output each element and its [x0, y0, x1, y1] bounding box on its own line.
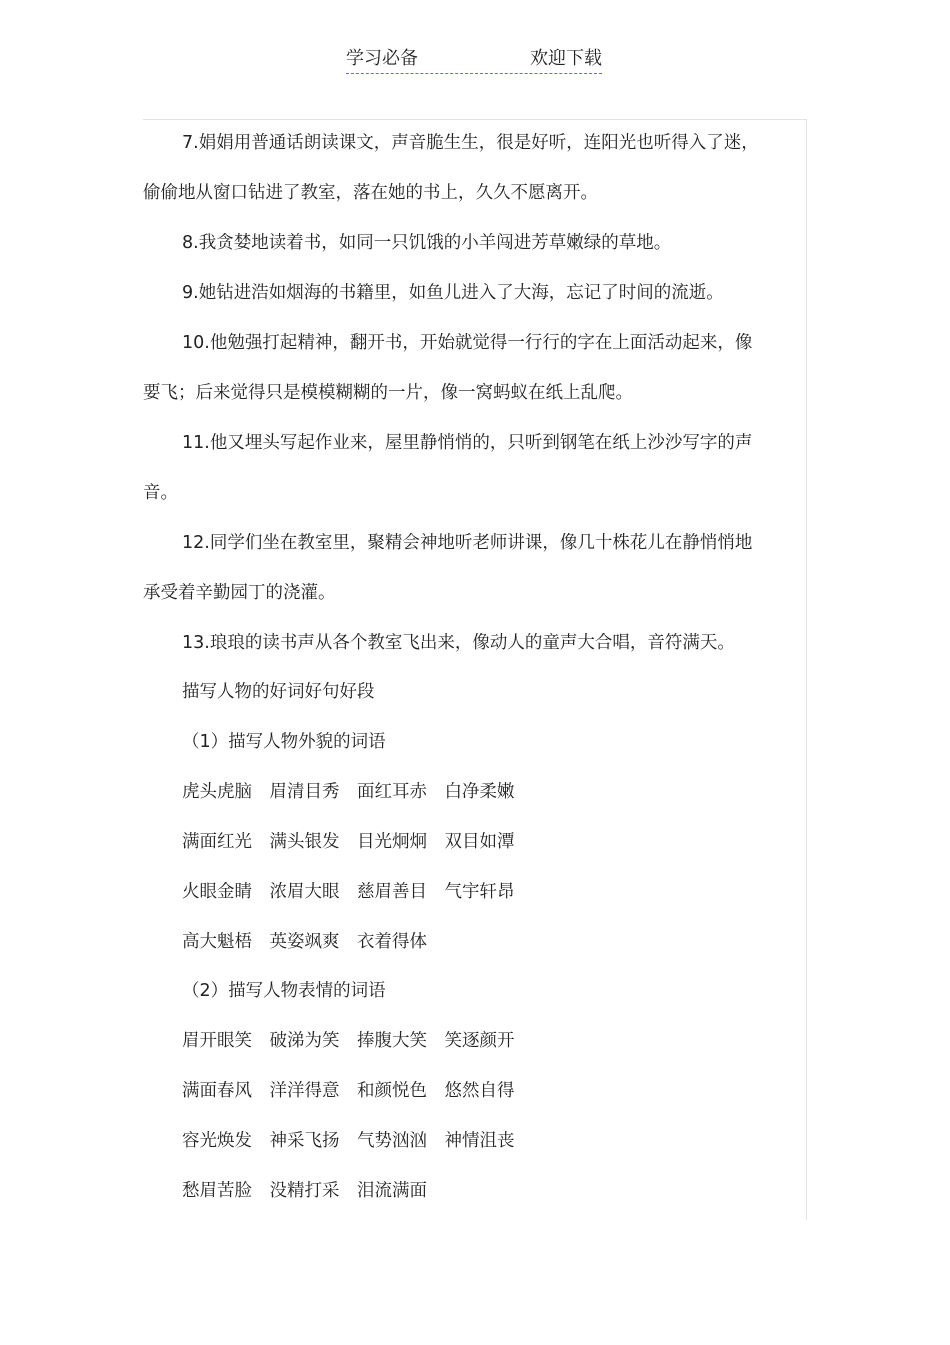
text-line-10: 承受着辛勤园丁的浇灌。 — [143, 583, 336, 603]
header-underline — [346, 73, 602, 74]
page-header — [346, 46, 602, 72]
word-row-7: 容光焕发 神采飞扬 气势汹汹 神情沮丧 — [182, 1131, 515, 1151]
word-row-4: 高大魁梧 英姿飒爽 衣着得体 — [182, 932, 427, 952]
text-line-11: 13.琅琅的读书声从各个教室飞出来，像动人的童声大合唱，音符满天。 — [182, 633, 735, 653]
header-right-text: 欢迎下载 — [530, 48, 602, 69]
text-line-7: 11.他又埋头写起作业来，屋里静悄悄的，只听到钢笔在纸上沙沙写字的声 — [182, 433, 753, 453]
word-row-6: 满面春风 洋洋得意 和颜悦色 悠然自得 — [182, 1081, 515, 1101]
word-row-2: 满面红光 满头银发 目光炯炯 双目如潭 — [182, 832, 515, 852]
word-row-8: 愁眉苦脸 没精打采 泪流满面 — [182, 1181, 427, 1201]
word-row-1: 虎头虎脑 眉清目秀 面红耳赤 白净柔嫩 — [182, 782, 515, 802]
text-line-1: 7.娟娟用普通话朗读课文，声音脆生生，很是好听，连阳光也听得入了迷， — [182, 133, 759, 153]
word-row-3: 火眼金睛 浓眉大眼 慈眉善目 气宇轩昂 — [182, 882, 515, 902]
text-line-8: 音。 — [143, 483, 178, 503]
text-line-3: 8.我贪婪地读着书，如同一只饥饿的小羊闯进芳草嫩绿的草地。 — [182, 233, 672, 253]
text-line-4: 9.她钻进浩如烟海的书籍里，如鱼儿进入了大海，忘记了时间的流逝。 — [182, 283, 724, 303]
section-heading: 描写人物的好词好句好段 — [182, 682, 375, 702]
text-line-6: 要飞；后来觉得只是模模糊糊的一片，像一窝蚂蚁在纸上乱爬。 — [143, 383, 633, 403]
text-line-2: 偷偷地从窗口钻进了教室，落在她的书上，久久不愿离开。 — [143, 183, 598, 203]
subsection-heading-1: （1）描写人物外貌的词语 — [182, 732, 386, 752]
text-line-9: 12.同学们坐在教室里，聚精会神地听老师讲课，像几十株花儿在静悄悄地 — [182, 533, 753, 553]
header-left-text: 学习必备 — [346, 48, 418, 69]
subsection-heading-2: （2）描写人物表情的词语 — [182, 981, 386, 1001]
text-line-5: 10.他勉强打起精神，翻开书，开始就觉得一行行的字在上面活动起来，像 — [182, 333, 753, 353]
word-row-5: 眉开眼笑 破涕为笑 捧腹大笑 笑逐颜开 — [182, 1031, 515, 1051]
